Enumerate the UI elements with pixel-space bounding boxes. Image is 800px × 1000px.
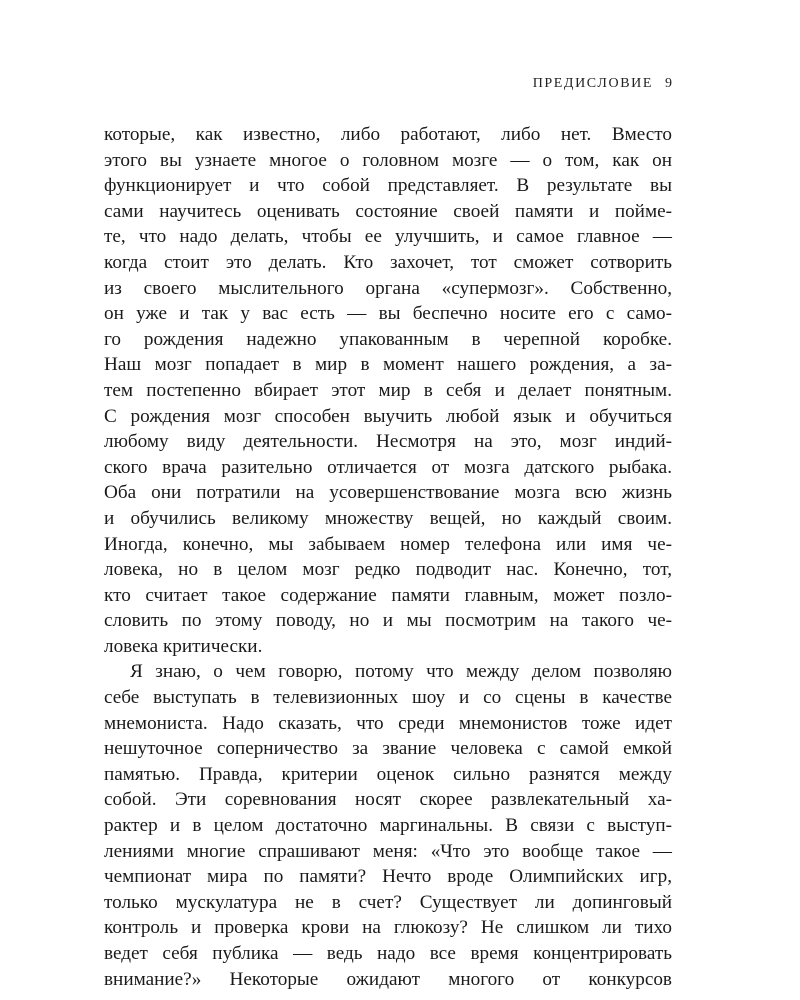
text-line: Оба они потратили на усовершенствование мозга всю жизнь: [104, 482, 672, 504]
text-line: ловека критически.: [104, 635, 263, 657]
text-line: лениями многие спрашивают меня: «Что это вообще такое —: [104, 840, 672, 862]
paragraph: [104, 122, 672, 659]
text-line: Иногда, конечно, мы забываем номер телефона или имя че-: [104, 533, 672, 555]
text-line: он уже и так у вас есть — вы беспечно носите его с само-: [104, 303, 672, 325]
text-line: функционирует и что собой представляет. В результате вы: [104, 175, 672, 197]
running-head-title: ПРЕДИСЛОВИЕ: [532, 76, 653, 91]
text-line: собой. Эти соревнования носят скорее развлекательный ха-: [104, 789, 672, 811]
text-line: памятью. Правда, критерии оценок сильно разнятся между: [104, 763, 672, 785]
text-line: внимание?» Некоторые ожидают многого от конкурсов: [104, 968, 672, 990]
text-line: когда стоит это делать. Кто захочет, тот сможет сотворить: [104, 251, 672, 273]
text-line: контроль и проверка крови на глюкозу? Не слишком ли тихо: [104, 917, 672, 939]
text-line: Я знаю, о чем говорю, потому что между делом позволяю: [130, 661, 672, 683]
text-line: любому виду деятельности. Несмотря на это, мозг индий-: [104, 431, 672, 453]
text-line: нешуточное соперничество за звание человека с самой емкой: [104, 738, 672, 760]
text-line: го рождения надежно упакованным в черепной коробке.: [104, 328, 672, 350]
text-line: только мускулатура не в счет? Существует ли допинговый: [104, 891, 672, 913]
text-line: С рождения мозг способен выучить любой язык и обучиться: [104, 405, 672, 427]
text-line: чемпионат мира по памяти? Нечто вроде Олимпийских игр,: [104, 866, 672, 888]
text-line: себе выступать в телевизионных шоу и со сцены в качестве: [104, 687, 672, 709]
running-head: [533, 76, 672, 92]
text-line: тем постепенно вбирает этот мир в себя и делает понятным.: [104, 379, 672, 401]
text-line: и обучились великому множеству вещей, но каждый своим.: [104, 507, 672, 529]
text-line: ского врача разительно отличается от мозга датского рыбака.: [104, 456, 672, 478]
text-line: Наш мозг попадает в мир в момент нашего рождения, а за-: [104, 354, 672, 376]
text-line: кто считает такое содержание памяти главным, может позло-: [104, 584, 672, 606]
paragraph: [104, 659, 672, 992]
text-line: мнемониста. Надо сказать, что среди мнемонистов тоже идет: [104, 712, 672, 734]
text-line: из своего мыслительного органа «супермозг». Собственно,: [104, 277, 672, 299]
page-number: 9: [665, 76, 672, 91]
text-line: те, что надо делать, чтобы ее улучшить, и самое главное —: [104, 226, 672, 248]
text-line: которые, как известно, либо работают, либо нет. Вместо: [104, 124, 672, 145]
text-line: этого вы узнаете многое о головном мозге — о том, как он: [104, 149, 672, 171]
text-line: сами научитесь оценивать состояние своей памяти и пойме-: [104, 200, 672, 222]
text-line: словить по этому поводу, но и мы посмотрим на такого че-: [104, 610, 672, 632]
body-text: [104, 122, 672, 992]
text-line: ловека, но в целом мозг редко подводит нас. Конечно, тот,: [104, 559, 672, 581]
text-line: ведет себя публика — ведь надо все время концентрировать: [104, 943, 672, 964]
text-line: рактер и в целом достаточно маргинальны. В связи с выступ-: [104, 815, 672, 837]
